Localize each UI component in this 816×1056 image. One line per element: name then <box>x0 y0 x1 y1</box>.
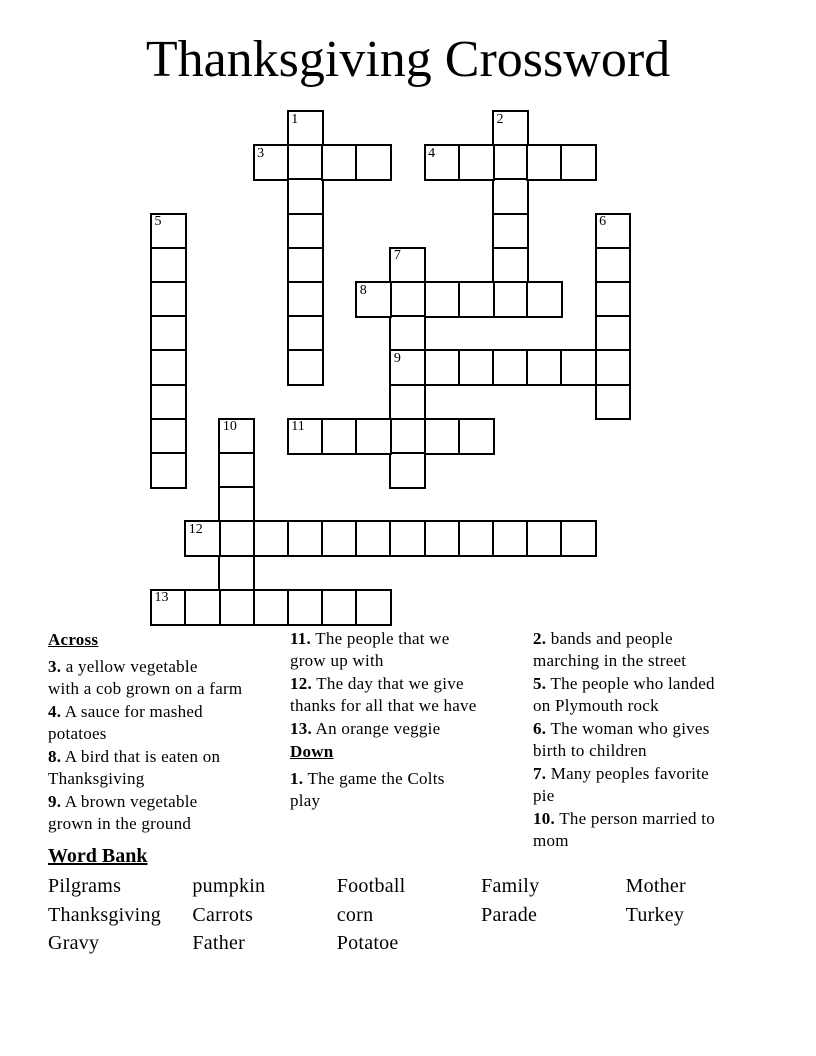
grid-cell[interactable] <box>150 384 187 421</box>
clue-section-heading: Down <box>290 742 334 761</box>
grid-cell[interactable] <box>595 247 632 284</box>
grid-cell[interactable] <box>287 110 324 147</box>
grid-cell-number: 1 <box>291 111 299 127</box>
grid-cell[interactable] <box>595 384 632 421</box>
grid-cell[interactable] <box>492 178 529 215</box>
clue-text-line: 9. A brown vegetable <box>48 792 198 811</box>
clue-text-line: 4. A sauce for mashed <box>48 702 203 721</box>
word-bank-word: Gravy <box>48 932 100 955</box>
grid-cell-number: 11 <box>291 419 305 435</box>
grid-cell[interactable] <box>321 520 358 557</box>
grid-cell[interactable] <box>184 520 221 557</box>
grid-cell[interactable] <box>355 418 392 455</box>
clue-column-2 <box>290 628 526 813</box>
grid-cell-number: 6 <box>599 214 607 230</box>
grid-cell[interactable] <box>287 349 324 386</box>
clue-text-line: 7. Many peoples favorite <box>533 764 709 783</box>
grid-cell[interactable] <box>492 144 529 181</box>
grid-cell[interactable] <box>560 520 597 557</box>
grid-cell[interactable] <box>389 281 426 318</box>
clue-number-label: 11. <box>290 629 312 648</box>
grid-cell[interactable] <box>458 281 495 318</box>
grid-cell[interactable] <box>492 520 529 557</box>
grid-cell-number: 5 <box>154 214 162 230</box>
clue-number-label: 2. <box>533 629 547 648</box>
grid-cell[interactable] <box>355 589 392 626</box>
grid-cell[interactable] <box>458 349 495 386</box>
grid-cell[interactable] <box>253 589 290 626</box>
grid-cell[interactable] <box>389 349 426 386</box>
grid-cell[interactable] <box>287 213 324 250</box>
clue-text-line: 12. The day that we give <box>290 674 464 693</box>
word-bank-word: Turkey <box>625 903 685 926</box>
clue-text-line: with a cob grown on a farm <box>48 679 243 698</box>
grid-cell[interactable] <box>458 144 495 181</box>
clue-number-label: 7. <box>533 764 547 783</box>
grid-cell[interactable] <box>424 418 461 455</box>
word-bank-word: Carrots <box>192 903 254 926</box>
clue-number-label: 3. <box>48 657 62 676</box>
grid-cell-number: 9 <box>393 350 401 366</box>
clue-text-line: 11. The people that we <box>290 629 450 648</box>
grid-cell[interactable] <box>424 281 461 318</box>
clue-number-label: 6. <box>533 719 547 738</box>
clue-column-1 <box>48 628 284 836</box>
page-title: Thanksgiving Crossword <box>145 31 671 88</box>
grid-cell[interactable] <box>218 589 255 626</box>
grid-cell[interactable] <box>253 144 290 181</box>
clue <box>290 628 526 672</box>
grid-cell[interactable] <box>526 520 563 557</box>
grid-cell-number: 7 <box>393 248 401 264</box>
grid-cell[interactable] <box>287 520 324 557</box>
word-bank-empty-slot <box>626 929 770 958</box>
grid-cell[interactable] <box>150 349 187 386</box>
grid-cell[interactable] <box>424 349 461 386</box>
grid-cell[interactable] <box>321 418 358 455</box>
word-bank-word: Potatoe <box>336 932 399 955</box>
clue <box>48 791 284 835</box>
clue-number-label: 1. <box>290 769 304 788</box>
clue-text-line: grow up with <box>290 651 384 670</box>
grid-cell[interactable] <box>492 281 529 318</box>
grid-cell[interactable] <box>595 213 632 250</box>
grid-cell[interactable] <box>355 281 392 318</box>
clue-text-line: on Plymouth rock <box>533 696 659 715</box>
grid-cell[interactable] <box>458 520 495 557</box>
grid-cell[interactable] <box>287 247 324 284</box>
grid-cell[interactable] <box>389 418 426 455</box>
grid-cell[interactable] <box>492 213 529 250</box>
grid-cell[interactable] <box>492 349 529 386</box>
clue-text-line: potatoes <box>48 724 107 743</box>
clue-text-line: pie <box>533 786 555 805</box>
grid-cell[interactable] <box>355 144 392 181</box>
word-bank-word: Father <box>192 932 245 955</box>
clue <box>290 768 526 812</box>
word-bank-words <box>48 872 770 958</box>
grid-cell[interactable] <box>595 315 632 352</box>
grid-cell[interactable] <box>526 144 563 181</box>
grid-cell[interactable] <box>424 144 461 181</box>
grid-cell[interactable] <box>595 349 632 386</box>
grid-cell-number: 2 <box>496 111 504 127</box>
grid-cell[interactable] <box>287 178 324 215</box>
clue-text-line: thanks for all that we have <box>290 696 477 715</box>
word-bank-word: Football <box>336 875 406 897</box>
word-bank-word: Pilgrams <box>48 875 122 897</box>
clue-section-heading: Across <box>48 630 99 649</box>
word-bank-word: corn <box>336 903 374 926</box>
grid-cell[interactable] <box>389 384 426 421</box>
clue-text-line: grown in the ground <box>48 814 192 833</box>
grid-cell[interactable] <box>321 589 358 626</box>
clue-number-label: 12. <box>290 674 312 693</box>
word-bank-word: Family <box>481 875 540 897</box>
grid-cell[interactable] <box>560 144 597 181</box>
grid-cell[interactable] <box>458 418 495 455</box>
clue-number-label: 4. <box>48 702 62 721</box>
grid-cell[interactable] <box>150 418 187 455</box>
clue-text-line: 10. The person married to <box>533 809 716 828</box>
clue <box>533 808 777 852</box>
word-bank-heading: Word Bank <box>48 845 148 867</box>
clue <box>290 673 526 717</box>
grid-cell[interactable] <box>218 520 255 557</box>
grid-cell[interactable] <box>492 247 529 284</box>
grid-cell-number: 10 <box>222 419 237 435</box>
grid-cell[interactable] <box>150 589 187 626</box>
grid-cell-number: 13 <box>154 590 169 606</box>
clue-number-label: 10. <box>533 809 555 828</box>
grid-cell[interactable] <box>218 486 255 523</box>
grid-cell[interactable] <box>389 247 426 284</box>
grid-cell[interactable] <box>355 520 392 557</box>
grid-cell-number: 3 <box>257 145 265 161</box>
clue <box>290 718 526 740</box>
clue-number-label: 5. <box>533 674 547 693</box>
clue-text-line: 2. bands and people <box>533 629 673 648</box>
grid-cell[interactable] <box>389 520 426 557</box>
clue-text-line: Thanksgiving <box>48 769 145 788</box>
word-bank-word: pumpkin <box>192 875 266 897</box>
clue <box>533 718 777 762</box>
clue <box>533 628 777 672</box>
grid-cell[interactable] <box>218 452 255 489</box>
grid-cell[interactable] <box>389 315 426 352</box>
grid-cell[interactable] <box>150 315 187 352</box>
grid-cell[interactable] <box>287 144 324 181</box>
grid-cell[interactable] <box>526 349 563 386</box>
grid-cell[interactable] <box>321 144 358 181</box>
clue-number-label: 8. <box>48 747 62 766</box>
grid-cell[interactable] <box>560 349 597 386</box>
grid-cell[interactable] <box>287 418 324 455</box>
clue <box>533 673 777 717</box>
grid-cell[interactable] <box>150 452 187 489</box>
grid-cell[interactable] <box>424 520 461 557</box>
clue-text-line: marching in the street <box>533 651 687 670</box>
clue-text-line: 3. a yellow vegetable <box>48 657 198 676</box>
grid-cell[interactable] <box>287 315 324 352</box>
grid-cell[interactable] <box>218 555 255 592</box>
clue <box>48 656 284 700</box>
grid-cell[interactable] <box>526 281 563 318</box>
word-bank-word: Thanksgiving <box>48 903 161 926</box>
grid-cell[interactable] <box>150 281 187 318</box>
word-bank-word: Parade <box>481 903 538 926</box>
grid-cell[interactable] <box>595 281 632 318</box>
grid-cell[interactable] <box>150 247 187 284</box>
clue-text-line: 13. An orange veggie <box>290 719 441 738</box>
grid-cell[interactable] <box>492 110 529 147</box>
clue-number-label: 9. <box>48 792 62 811</box>
clue-text-line: birth to children <box>533 741 647 760</box>
clue-text-line: mom <box>533 831 569 850</box>
clue-text-line: 1. The game the Colts <box>290 769 445 788</box>
grid-cell[interactable] <box>150 213 187 250</box>
clue <box>533 763 777 807</box>
grid-cell[interactable] <box>253 520 290 557</box>
grid-cell[interactable] <box>287 589 324 626</box>
grid-cell-number: 12 <box>188 521 203 537</box>
clue-column-3 <box>533 628 777 853</box>
clue-text-line: 6. The woman who gives <box>533 719 710 738</box>
word-bank-empty-slot <box>481 929 625 958</box>
grid-cell-number: 4 <box>428 145 436 161</box>
grid-cell-number: 8 <box>359 282 367 298</box>
grid-cell[interactable] <box>287 281 324 318</box>
grid-cell[interactable] <box>218 418 255 455</box>
word-bank-word: Mother <box>625 875 686 897</box>
clue-text-line: 5. The people who landed <box>533 674 715 693</box>
clue <box>48 701 284 745</box>
clue-number-label: 13. <box>290 719 312 738</box>
grid-cell[interactable] <box>389 452 426 489</box>
grid-cell[interactable] <box>184 589 221 626</box>
clue-text-line: 8. A bird that is eaten on <box>48 747 221 766</box>
clue-text-line: play <box>290 791 321 810</box>
clue <box>48 746 284 790</box>
